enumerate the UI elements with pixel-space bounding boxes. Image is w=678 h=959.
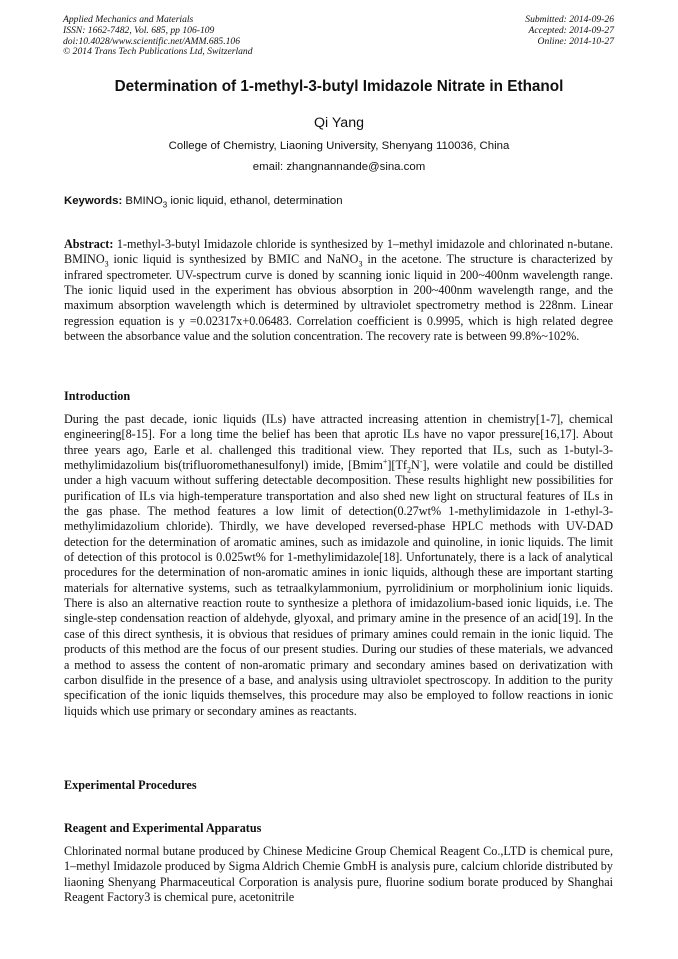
abstract-sub-1: 3 [104, 259, 109, 269]
keywords-text-b: ionic liquid, ethanol, determination [167, 195, 343, 207]
submitted-date: Submitted: 2014-09-26 [525, 14, 614, 25]
keywords-sub: 3 [162, 200, 168, 210]
intro-sup-2: - [419, 456, 423, 466]
abstract-sub-2: 3 [358, 259, 363, 269]
paper-title: Determination of 1-methyl-3-butyl Imidazole Nitrate in Ethanol [114, 78, 564, 95]
keywords [64, 195, 624, 210]
abstract-part-1: 1-methyl-3-butyl Imidazole chloride is synthesized by 1–methyl imidazole and chlorinated n-butane. BMINO [64, 237, 613, 267]
reagent-paragraph: Chlorinated normal butane produced by Chinese Medicine Group Chemical Reagent Co.,LTD is chemical pure, 1–methyl Imidazole produced by Sigma Aldrich Chemie GmbH is analysis pure, calcium chloride distributed by liaoning Shenyang Pharmaceutical Corporation is analysis pure, fluorine sodium borate produced by Shanghai Reagent Factory3 is chemical pure, acetonitrile [64, 844, 613, 905]
issn-line: ISSN: 1662-7482, Vol. 685, pp 106-109 [63, 24, 215, 36]
journal-header [63, 15, 253, 58]
reagent-subheading: Reagent and Experimental Apparatus [64, 821, 262, 835]
intro-text-4: ], were volatile and could be distilled under a high vacuum without suffering detectable decomposition. These results highlight new possibilities for purification of ILs via high-temperature transportation and also shed new light on structural features of ILs in the gas phase. The method features a low limit of detection(0.27wt% 1-methylimidazole in 1-ethyl-3-methylimidazolium chloride). Thirdly, we have developed reversed-phase HPLC methods with UV-DAD detection for the determination of aromatic amines, such as imidazole and quinoline, in ionic liquids. The limit of detection of this protocol is 0.025wt% for 1-methylimidazole[18]. Unfortunately, there is a lack of analytical procedures for the determination of non-aromatic amines in ionic liquids, although these are important starting materials for alternative systems, such as tetraalkylammonium, pyrrolidinium or morpholinium ionic liquids. There is also an alternative reaction route to synthesize a plethora of imidazolium-based ionic liquids, i.e. The single-step condensation reaction of aldehyde, glyoxal, and primary amine in the presence of an acid[19]. In the case of this direct synthesis, it is obvious that residues of primary amines could remain in the ionic liquid. The products of this method are the focus of our present studies. During our studies of these materials, we advanced a method to assess the content of non-aromatic primary and secondary amines based on derivatization with carbon disulfide in the presence of a base, and analysis using ultraviolet spectroscopy. In addition to the purity specification of the ionic liquids themselves, this procedure may also be employed to follow reactions in ionic liquids which use primary or secondary amines as reactants. [64, 458, 613, 718]
experimental-heading: Experimental Procedures [64, 778, 197, 792]
intro-text-1: During the past decade, ionic liquids (ILs) have attracted increasing attention in chemistry[1-7], chemical engineering[8-15]. For a long time the belief has been that aprotic ILs have no vapor pressure[16,17]. About three years ago, Earle et al. challenged this traditional view. They reported that ILs, such as 1-butyl-3-methylimidazolium bis(trifluoromethanesulfonyl) imide, [Bmim [64, 412, 613, 473]
intro-sup-1: + [382, 456, 388, 466]
dates-header [525, 15, 614, 47]
introduction-heading: Introduction [64, 389, 131, 403]
journal-name: Applied Mechanics and Materials [63, 14, 194, 25]
author-name: Qi Yang [314, 115, 364, 131]
keywords-label: Keywords: [64, 195, 123, 207]
accepted-date: Accepted: 2014-09-27 [528, 24, 614, 36]
author-affiliation: College of Chemistry, Liaoning University, Shenyang 110036, China [168, 140, 510, 152]
intro-sub-1: 2 [406, 465, 411, 475]
abstract-part-2: ionic liquid is synthesized by BMIC and NaNO [108, 252, 359, 267]
intro-text-3: N [410, 458, 420, 473]
keywords-text-a: BMINO [125, 195, 163, 207]
introduction-paragraph [64, 412, 613, 719]
abstract-part-3: in the acetone. The structure is characterized by infrared spectrometer. UV-spectrum curve is doned by scanning ionic liquid in 200~400nm wavelength range. The ionic liquid used in the experiment has obvious absorption in 200~400nm wavelength range, and the maximum absorption wavelength which is determined by ultraviolet spectrometry method is 228nm. Linear regression equation is y =0.02317x+0.06483. Correlation coefficient is 0.9995, which is high related degree between the absorbance value and the solution concentration. The recovery rate is between 99.8%~102%. [64, 252, 613, 344]
intro-text-2: ][Tf [387, 458, 407, 473]
online-date: Online: 2014-10-27 [537, 35, 614, 47]
author-email: email: zhangnannande@sina.com [252, 161, 426, 173]
doi-line: doi:10.4028/www.scientific.net/AMM.685.106 [63, 35, 241, 47]
abstract [64, 237, 613, 344]
abstract-label: Abstract: [64, 237, 114, 251]
copyright-line: © 2014 Trans Tech Publications Ltd, Switzerland [63, 46, 253, 58]
